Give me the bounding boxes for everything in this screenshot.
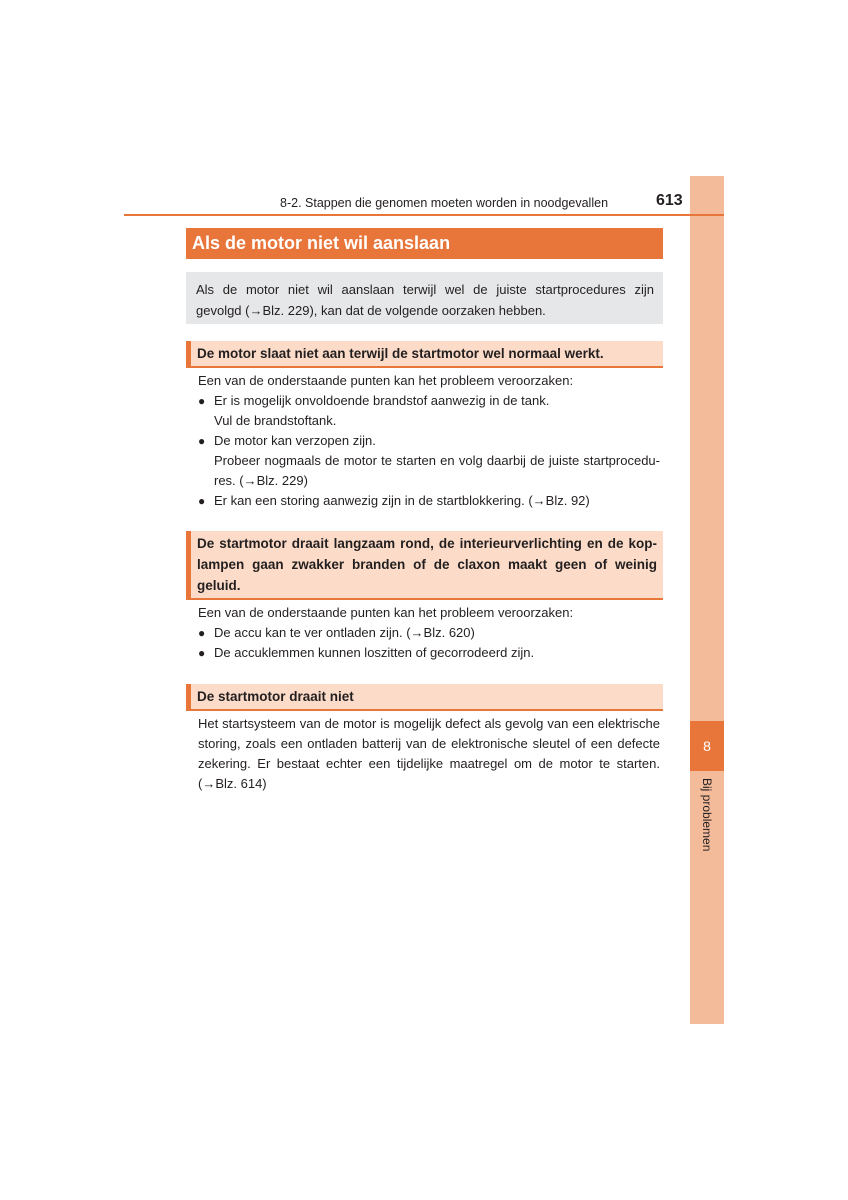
intro-line: Als de motor niet wil aanslaan terwijl wel de juiste startprocedures zijn — [196, 282, 654, 297]
paragraph-line: (→Blz. 614) — [198, 776, 267, 791]
list-item-text: De motor kan verzopen zijn. — [214, 433, 376, 448]
chapter-side-tab — [690, 176, 724, 1024]
subsection-heading — [186, 341, 663, 368]
intro-line: gevolgd (→Blz. 229), kan dat de volgende oorzaken hebben. — [196, 303, 546, 318]
header-rule — [124, 214, 724, 216]
chapter-number: 8 — [690, 721, 724, 771]
paragraph-line: zekering. Er bestaat echter een tijdelijke maatregel om de motor te starten. — [198, 756, 660, 771]
list-item — [198, 623, 660, 643]
subsection-heading-text: geluid. — [197, 578, 241, 593]
section-title: Als de motor niet wil aanslaan — [186, 228, 663, 259]
list-item-text: Probeer nogmaals de motor te starten en volg daarbij de juiste startprocedu- — [214, 453, 660, 468]
subsection-heading-text: De motor slaat niet aan terwijl de startmotor wel normaal werkt. — [197, 346, 604, 361]
bullet-icon: ● — [198, 626, 206, 640]
chapter-label: Bij problemen — [700, 778, 714, 852]
bullet-icon: ● — [198, 646, 206, 660]
subsection-heading — [186, 531, 663, 600]
subsection-heading-text: lampen gaan zwakker branden of de claxon maakt geen of weinig — [197, 557, 657, 572]
bullet-icon: ● — [198, 494, 206, 508]
list-item — [198, 391, 660, 431]
page-number: 613 — [656, 192, 683, 209]
subsection-body — [198, 714, 660, 794]
subsection-heading-text: De startmotor draait niet — [197, 689, 354, 704]
running-header: 8-2. Stappen die genomen moeten worden in noodgevallen — [280, 196, 609, 210]
list-item-text: De accu kan te ver ontladen zijn. (→Blz. 620) — [214, 625, 475, 640]
paragraph-line: Het startsysteem van de motor is mogelijk defect als gevolg van een elektrische — [198, 716, 660, 731]
list-item-text: Vul de brandstoftank. — [214, 413, 337, 428]
list-item — [198, 491, 660, 511]
list-item — [198, 643, 660, 663]
list-item — [198, 431, 660, 491]
bullet-icon: ● — [198, 394, 206, 408]
list-item-text: Er kan een storing aanwezig zijn in de startblokkering. (→Blz. 92) — [214, 493, 590, 508]
subsection-body — [198, 603, 660, 663]
lead-text: Een van de onderstaande punten kan het probleem veroorzaken: — [198, 605, 574, 620]
paragraph-line: storing, zoals een ontladen batterij van de elektronische sleutel of een defecte — [198, 736, 660, 751]
list-item-text: Er is mogelijk onvoldoende brandstof aanwezig in de tank. — [214, 393, 550, 408]
subsection-heading-text: De startmotor draait langzaam rond, de interieurverlichting en de kop- — [197, 536, 657, 551]
bullet-icon: ● — [198, 434, 206, 448]
list-item-text: res. (→Blz. 229) — [214, 473, 308, 488]
lead-text: Een van de onderstaande punten kan het probleem veroorzaken: — [198, 373, 574, 388]
subsection-body — [198, 371, 660, 511]
list-item-text: De accuklemmen kunnen loszitten of gecorrodeerd zijn. — [214, 645, 535, 660]
intro-box — [186, 272, 663, 324]
subsection-heading — [186, 684, 663, 711]
